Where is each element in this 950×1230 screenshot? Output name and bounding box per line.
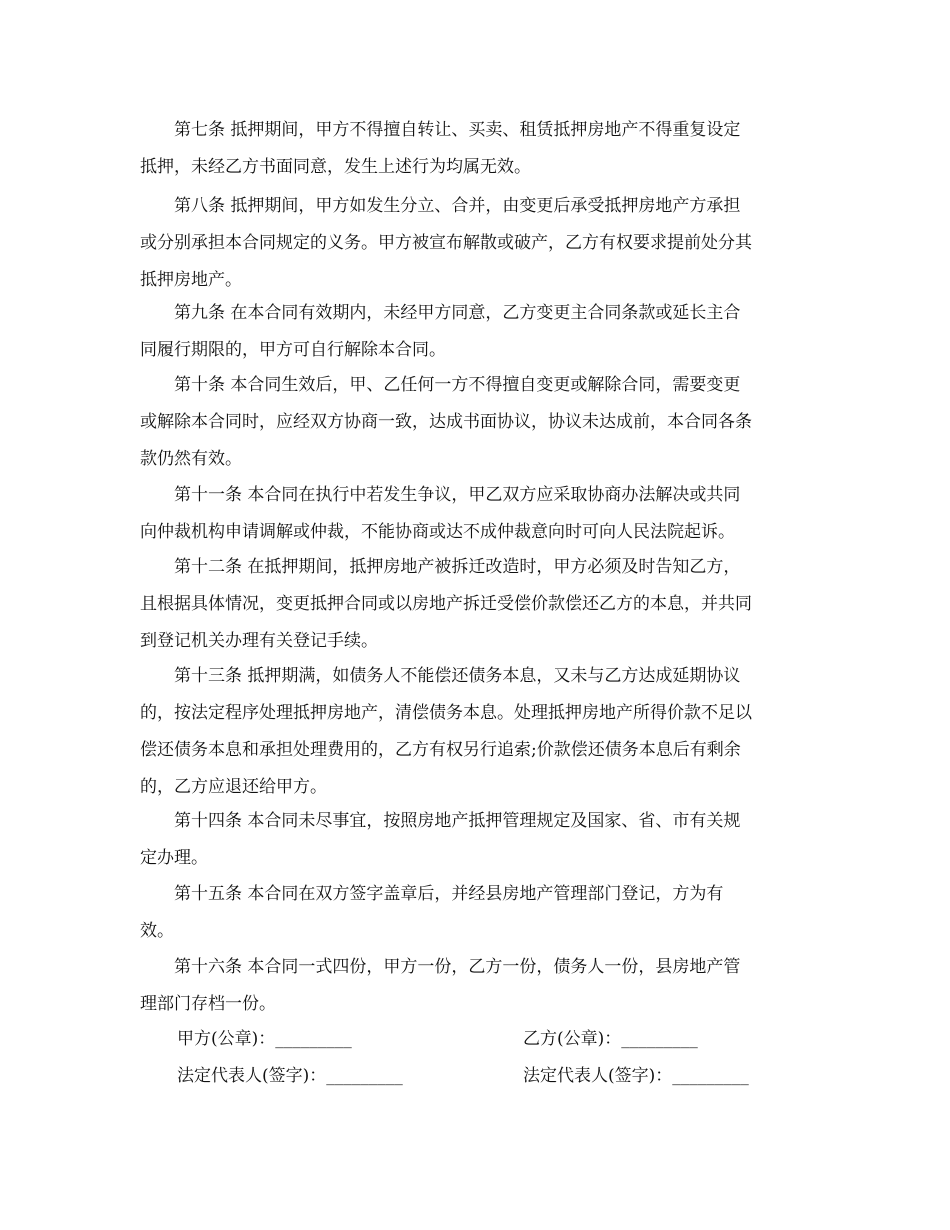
- clause-line: 且根据具体情况，变更抵押合同或以房地产拆迁受偿价款偿还乙方的本息，并共同: [140, 594, 752, 614]
- clause-line: 同履行期限的，甲方可自行解除本合同。: [140, 340, 446, 360]
- clause-line: 的，乙方应退还给甲方。: [140, 777, 327, 797]
- clause-line: 第十五条 本合同在双方签字盖章后，并经县房地产管理部门登记，方为有: [174, 884, 724, 904]
- clause-line: 第十条 本合同生效后，甲、乙任何一方不得擅自变更或解除合同，需要变更: [174, 375, 741, 395]
- signature-row-seal: [140, 1021, 810, 1058]
- clause-12: [140, 549, 810, 660]
- clause-line: 或解除本合同时，应经双方协商一致，达成书面协议，协议未达成前，本合同各条: [140, 412, 752, 432]
- party-a-seal-field: 甲方(公章)：_________: [177, 1029, 352, 1049]
- clause-13: [140, 658, 810, 806]
- clause-line: 第十六条 本合同一式四份，甲方一份，乙方一份，债务人一份，县房地产管: [174, 957, 741, 977]
- party-b-representative-field: 法定代表人(签字)：_________: [523, 1066, 749, 1086]
- clause-8: [140, 188, 810, 299]
- party-b-seal-field: 乙方(公章)：_________: [523, 1029, 698, 1049]
- clause-line: 第七条 抵押期间，甲方不得擅自转让、买卖、租赁抵押房地产不得重复设定: [174, 120, 741, 140]
- clause-line: 或分别承担本合同规定的义务。甲方被宣布解散或破产，乙方有权要求提前处分其: [140, 233, 752, 253]
- clause-line: 偿还债务本息和承担处理费用的，乙方有权另行追索;价款偿还债务本息后有剩余: [140, 740, 741, 760]
- clause-line: 第九条 在本合同有效期内，未经甲方同意，乙方变更主合同条款或延长主合: [174, 303, 741, 323]
- clause-line: 效。: [140, 921, 174, 941]
- clause-line: 款仍然有效。: [140, 449, 242, 469]
- clause-line: 抵押房地产。: [140, 270, 242, 290]
- clause-11: [140, 477, 810, 551]
- clause-line: 的，按法定程序处理抵押房地产，清偿债务本息。处理抵押房地产所得价款不足以: [140, 703, 752, 723]
- clause-16: [140, 949, 810, 1023]
- signature-row-representative: [140, 1058, 810, 1095]
- clause-line: 理部门存档一份。: [140, 994, 276, 1014]
- clause-line: 第十二条 在抵押期间，抵押房地产被拆迁改造时，甲方必须及时告知乙方，: [174, 557, 741, 577]
- clause-line: 定办理。: [140, 848, 208, 868]
- clause-line: 到登记机关办理有关登记手续。: [140, 631, 378, 651]
- clause-line: 第八条 抵押期间，甲方如发生分立、合并，由变更后承受抵押房地产方承担: [174, 196, 741, 216]
- party-a-representative-field: 法定代表人(签字)：_________: [177, 1066, 403, 1086]
- clause-10: [140, 367, 810, 478]
- clause-14: [140, 803, 810, 877]
- clause-line: 抵押，未经乙方书面同意，发生上述行为均属无效。: [140, 157, 531, 177]
- clause-9: [140, 295, 810, 369]
- clause-line: 第十三条 抵押期满，如债务人不能偿还债务本息，又未与乙方达成延期协议: [174, 666, 741, 686]
- clause-line: 第十一条 本合同在执行中若发生争议，甲乙双方应采取协商办法解决或共同: [174, 485, 741, 505]
- clause-7: [140, 112, 810, 186]
- clause-line: 向仲裁机构申请调解或仲裁，不能协商或达不成仲裁意向时可向人民法院起诉。: [140, 522, 735, 542]
- clause-15: [140, 876, 810, 950]
- clause-line: 第十四条 本合同未尽事宜，按照房地产抵押管理规定及国家、省、市有关规: [174, 811, 741, 831]
